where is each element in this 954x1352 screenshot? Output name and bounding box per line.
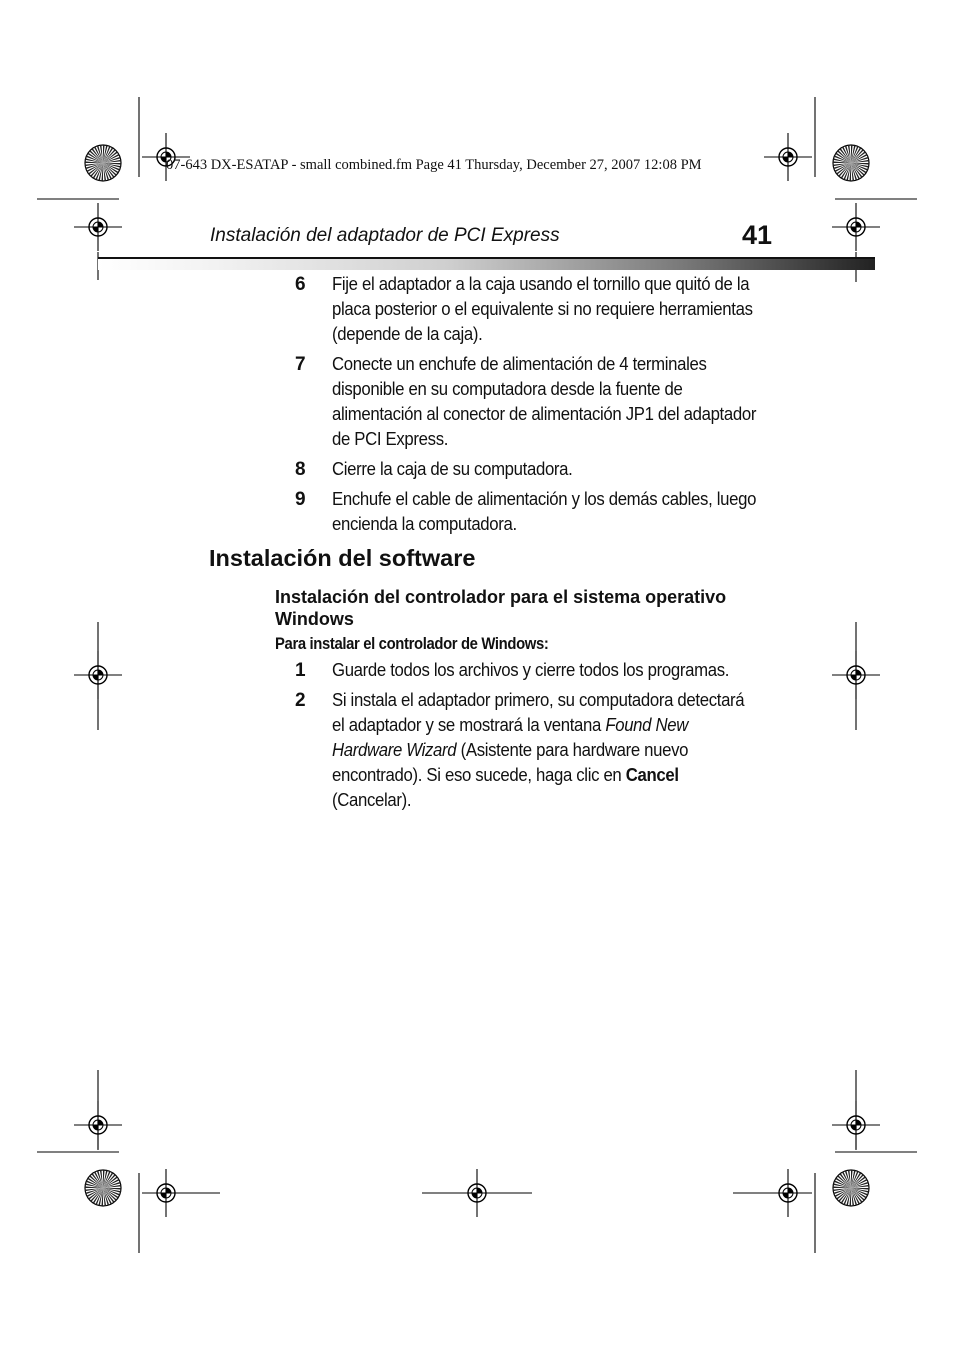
registration-mark-icon	[74, 1101, 122, 1149]
subsection-title: Instalación del controlador para el sistema operativo Windows	[275, 587, 727, 629]
wizard-name: Found New Hardware Wizard	[332, 715, 689, 760]
registration-mark-icon	[74, 203, 122, 251]
step-text-part: (Asistente para hardware nuevo encontrado). Si eso sucede, haga clic en	[332, 740, 689, 785]
step-text: Cierre la caja de su computadora.	[332, 459, 573, 479]
color-bar-star-icon	[833, 145, 869, 181]
step-text-part: Si instala el adaptador primero, su computadora detectará el adaptador y se mostrará la ventana	[332, 690, 745, 735]
section-title: Instalación del software	[209, 545, 476, 571]
step-item	[290, 272, 790, 347]
running-head: Instalación del adaptador de PCI Express	[210, 225, 560, 246]
step-text: Conecte un enchufe de alimentación de 4 terminales disponible en su computadora desde la fuente de alimentación al conector de alimentación JP1 del adaptador de PCI Express.	[332, 354, 757, 449]
step-number: 2	[295, 690, 306, 711]
registration-mark-icon	[832, 651, 880, 699]
step-text-part: (Cancelar).	[332, 790, 412, 810]
steps-list-top	[290, 272, 790, 542]
step-item	[290, 658, 790, 683]
registration-mark-icon	[832, 203, 880, 251]
procedure-title: Para instalar el controlador de Windows:	[275, 635, 549, 653]
color-bar-star-icon	[85, 145, 121, 181]
color-bar-star-icon	[833, 1170, 869, 1206]
registration-mark-icon	[764, 133, 812, 181]
header-rule	[98, 257, 875, 270]
step-number: 1	[295, 660, 306, 681]
step-text	[332, 688, 758, 813]
color-bar-star-icon	[85, 1170, 121, 1206]
step-item	[290, 352, 790, 452]
step-number: 6	[295, 274, 306, 295]
step-text: Enchufe el cable de alimentación y los demás cables, luego encienda la computadora.	[332, 489, 757, 534]
cancel-label: Cancel	[625, 765, 679, 785]
file-slug: 07-643 DX-ESATAP - small combined.fm Page 41 Thursday, December 27, 2007 12:08 PM	[166, 157, 702, 173]
registration-mark-icon	[764, 1169, 812, 1217]
step-item	[290, 487, 790, 537]
step-text: Guarde todos los archivos y cierre todos los programas.	[332, 660, 730, 680]
step-item	[290, 688, 790, 813]
registration-mark-icon	[74, 651, 122, 699]
registration-mark-icon	[453, 1169, 501, 1217]
step-number: 7	[295, 354, 306, 375]
step-text: Fije el adaptador a la caja usando el tornillo que quitó de la placa posterior o el equivalente si no requiere herramientas (depende de la caja).	[332, 274, 753, 344]
step-item	[290, 457, 790, 482]
page-number: 41	[742, 220, 773, 250]
step-number: 8	[295, 459, 306, 480]
registration-mark-icon	[142, 1169, 190, 1217]
step-number: 9	[295, 489, 306, 510]
steps-list-bottom	[290, 658, 790, 818]
registration-mark-icon	[832, 1101, 880, 1149]
